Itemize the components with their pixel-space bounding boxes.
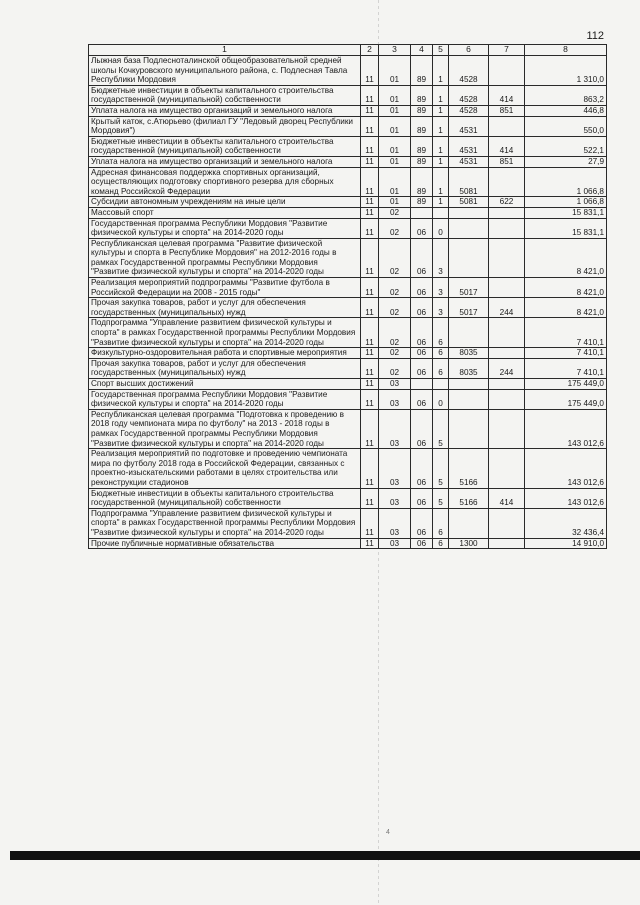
subprogram-code-cell: 6 [433, 358, 449, 378]
amount-cell: 1 066,8 [525, 167, 607, 197]
row-name-cell: Бюджетные инвестиции в объекты капитального строительства государственной (муниципальной) собственности [89, 85, 361, 105]
header-cell: 2 [361, 45, 379, 56]
section-code-cell: 11 [361, 389, 379, 409]
table-row [89, 508, 607, 538]
program-code-cell: 06 [411, 488, 433, 508]
table-row [89, 218, 607, 238]
subprogram-code-cell: 3 [433, 298, 449, 318]
expense-type-cell: 851 [489, 105, 525, 116]
program-code-cell: 06 [411, 348, 433, 359]
section-code-cell: 11 [361, 207, 379, 218]
subsection-code-cell: 01 [379, 85, 411, 105]
program-code-cell: 06 [411, 538, 433, 549]
direction-code-cell [449, 379, 489, 390]
direction-code-cell: 5017 [449, 278, 489, 298]
header-cell: 3 [379, 45, 411, 56]
program-code-cell: 06 [411, 278, 433, 298]
table-row [89, 389, 607, 409]
direction-code-cell: 8035 [449, 348, 489, 359]
amount-cell: 7 410,1 [525, 348, 607, 359]
scan-edge-bar [10, 851, 640, 860]
expense-type-cell [489, 238, 525, 277]
expense-type-cell [489, 409, 525, 448]
program-code-cell: 06 [411, 318, 433, 348]
amount-cell: 27,9 [525, 156, 607, 167]
header-cell: 4 [411, 45, 433, 56]
program-code-cell: 89 [411, 136, 433, 156]
subprogram-code-cell: 1 [433, 56, 449, 86]
program-code-cell: 89 [411, 167, 433, 197]
amount-cell: 7 410,1 [525, 358, 607, 378]
section-code-cell: 11 [361, 449, 379, 488]
expense-type-cell: 851 [489, 156, 525, 167]
subprogram-code-cell [433, 379, 449, 390]
direction-code-cell [449, 508, 489, 538]
amount-cell: 175 449,0 [525, 389, 607, 409]
direction-code-cell [449, 207, 489, 218]
expense-type-cell: 414 [489, 488, 525, 508]
subprogram-code-cell: 5 [433, 488, 449, 508]
row-name-cell: Подпрограмма "Управление развитием физической культуры и спорта" в рамках Государственной программы Республики Мордовия "Развитие физической культуры и спорта" на 2014-2020 годы [89, 318, 361, 348]
margin-mark: 4 [386, 829, 390, 836]
row-name-cell: Республиканская целевая программа "Подготовка к проведению в 2018 году чемпионата мира по футболу" на 2013 - 2018 годы в рамках Государственной программы Республики Мордовия "Развитие физической культуры и спорта" на 2014-2020 годы [89, 409, 361, 448]
section-code-cell: 11 [361, 298, 379, 318]
subprogram-code-cell: 3 [433, 278, 449, 298]
direction-code-cell: 4528 [449, 56, 489, 86]
amount-cell: 8 421,0 [525, 238, 607, 277]
subprogram-code-cell: 3 [433, 238, 449, 277]
subsection-code-cell: 02 [379, 358, 411, 378]
section-code-cell: 11 [361, 156, 379, 167]
program-code-cell: 06 [411, 238, 433, 277]
section-code-cell: 11 [361, 318, 379, 348]
program-code-cell: 06 [411, 508, 433, 538]
expense-type-cell [489, 116, 525, 136]
subprogram-code-cell: 5 [433, 449, 449, 488]
amount-cell: 7 410,1 [525, 318, 607, 348]
direction-code-cell [449, 238, 489, 277]
expense-type-cell [489, 508, 525, 538]
expense-type-cell [489, 167, 525, 197]
table-row [89, 105, 607, 116]
amount-cell: 446,8 [525, 105, 607, 116]
direction-code-cell: 4531 [449, 136, 489, 156]
amount-cell: 143 012,6 [525, 409, 607, 448]
table-row [89, 85, 607, 105]
section-code-cell: 11 [361, 105, 379, 116]
row-name-cell: Уплата налога на имущество организаций и земельного налога [89, 156, 361, 167]
row-name-cell: Бюджетные инвестиции в объекты капитального строительства государственной (муниципальной) собственности [89, 136, 361, 156]
amount-cell: 522,1 [525, 136, 607, 156]
budget-table [88, 44, 607, 549]
subsection-code-cell: 03 [379, 389, 411, 409]
expense-type-cell [489, 278, 525, 298]
subsection-code-cell: 01 [379, 56, 411, 86]
subprogram-code-cell: 6 [433, 318, 449, 348]
amount-cell: 15 831,1 [525, 207, 607, 218]
row-name-cell: Спорт высших достижений [89, 379, 361, 390]
subprogram-code-cell [433, 207, 449, 218]
direction-code-cell: 1300 [449, 538, 489, 549]
row-name-cell: Реализация мероприятий по подготовке и проведению чемпионата мира по футболу 2018 года в Российской Федерации, связанных с проектно-изыскательскими работами в целях строительства или реконструкции стадионов [89, 449, 361, 488]
subprogram-code-cell: 1 [433, 105, 449, 116]
subsection-code-cell: 01 [379, 116, 411, 136]
section-code-cell: 11 [361, 278, 379, 298]
section-code-cell: 11 [361, 379, 379, 390]
section-code-cell: 11 [361, 56, 379, 86]
table-row [89, 167, 607, 197]
table-row [89, 116, 607, 136]
program-code-cell: 89 [411, 116, 433, 136]
expense-type-cell: 414 [489, 85, 525, 105]
table-row [89, 379, 607, 390]
expense-type-cell [489, 348, 525, 359]
section-code-cell: 11 [361, 167, 379, 197]
row-name-cell: Крытый каток, с.Атюрьево (филиал ГУ "Ледовый дворец Республики Мордовия") [89, 116, 361, 136]
subsection-code-cell: 03 [379, 409, 411, 448]
subsection-code-cell: 03 [379, 449, 411, 488]
section-code-cell: 11 [361, 538, 379, 549]
amount-cell: 175 449,0 [525, 379, 607, 390]
program-code-cell: 89 [411, 197, 433, 208]
subprogram-code-cell: 1 [433, 167, 449, 197]
program-code-cell [411, 207, 433, 218]
direction-code-cell: 4531 [449, 156, 489, 167]
table-row [89, 488, 607, 508]
section-code-cell: 11 [361, 85, 379, 105]
section-code-cell: 11 [361, 358, 379, 378]
table-row [89, 449, 607, 488]
budget-sheet [88, 44, 606, 549]
header-cell: 5 [433, 45, 449, 56]
amount-cell: 1 310,0 [525, 56, 607, 86]
subsection-code-cell: 01 [379, 167, 411, 197]
row-name-cell: Прочая закупка товаров, работ и услуг для обеспечения государственных (муниципальных) нужд [89, 298, 361, 318]
subprogram-code-cell: 0 [433, 218, 449, 238]
section-code-cell: 11 [361, 197, 379, 208]
expense-type-cell: 244 [489, 298, 525, 318]
table-row [89, 298, 607, 318]
direction-code-cell: 4531 [449, 116, 489, 136]
direction-code-cell: 4528 [449, 85, 489, 105]
expense-type-cell: 622 [489, 197, 525, 208]
subsection-code-cell: 03 [379, 379, 411, 390]
table-header-row [89, 45, 607, 56]
amount-cell: 1 066,8 [525, 197, 607, 208]
subsection-code-cell: 01 [379, 197, 411, 208]
subsection-code-cell: 02 [379, 278, 411, 298]
program-code-cell: 89 [411, 156, 433, 167]
subsection-code-cell: 02 [379, 207, 411, 218]
direction-code-cell: 5166 [449, 449, 489, 488]
program-code-cell: 06 [411, 449, 433, 488]
section-code-cell: 11 [361, 409, 379, 448]
program-code-cell: 89 [411, 85, 433, 105]
expense-type-cell [489, 218, 525, 238]
program-code-cell: 06 [411, 409, 433, 448]
section-code-cell: 11 [361, 508, 379, 538]
subsection-code-cell: 01 [379, 136, 411, 156]
direction-code-cell: 8035 [449, 358, 489, 378]
row-name-cell: Государственная программа Республики Мордовия "Развитие физической культуры и спорта" на 2014-2020 годы [89, 389, 361, 409]
table-row [89, 318, 607, 348]
row-name-cell: Государственная программа Республики Мордовия "Развитие физической культуры и спорта" на 2014-2020 годы [89, 218, 361, 238]
direction-code-cell: 5166 [449, 488, 489, 508]
table-row [89, 136, 607, 156]
table-row [89, 278, 607, 298]
header-cell: 7 [489, 45, 525, 56]
amount-cell: 8 421,0 [525, 278, 607, 298]
row-name-cell: Уплата налога на имущество организаций и земельного налога [89, 105, 361, 116]
row-name-cell: Прочие публичные нормативные обязательства [89, 538, 361, 549]
table-row [89, 197, 607, 208]
program-code-cell: 89 [411, 56, 433, 86]
table-row [89, 358, 607, 378]
row-name-cell: Бюджетные инвестиции в объекты капитального строительства государственной (муниципальной) собственности [89, 488, 361, 508]
amount-cell: 14 910,0 [525, 538, 607, 549]
amount-cell: 8 421,0 [525, 298, 607, 318]
direction-code-cell [449, 409, 489, 448]
table-body [89, 45, 607, 549]
program-code-cell: 06 [411, 298, 433, 318]
amount-cell: 550,0 [525, 116, 607, 136]
amount-cell: 143 012,6 [525, 488, 607, 508]
expense-type-cell: 244 [489, 358, 525, 378]
subsection-code-cell: 02 [379, 348, 411, 359]
row-name-cell: Реализация мероприятий подпрограммы "Развитие футбола в Российской Федерации на 2008 - 2015 годы" [89, 278, 361, 298]
direction-code-cell: 5017 [449, 298, 489, 318]
subprogram-code-cell: 5 [433, 409, 449, 448]
table-row [89, 207, 607, 218]
expense-type-cell: 414 [489, 136, 525, 156]
row-name-cell: Физкультурно-оздоровительная работа и спортивные мероприятия [89, 348, 361, 359]
program-code-cell: 06 [411, 218, 433, 238]
subsection-code-cell: 03 [379, 488, 411, 508]
subprogram-code-cell: 6 [433, 508, 449, 538]
subsection-code-cell: 03 [379, 508, 411, 538]
header-cell: 8 [525, 45, 607, 56]
subprogram-code-cell: 1 [433, 136, 449, 156]
subprogram-code-cell: 1 [433, 197, 449, 208]
header-cell: 1 [89, 45, 361, 56]
program-code-cell: 06 [411, 389, 433, 409]
subprogram-code-cell: 6 [433, 348, 449, 359]
direction-code-cell: 5081 [449, 167, 489, 197]
expense-type-cell [489, 318, 525, 348]
subprogram-code-cell: 1 [433, 156, 449, 167]
subsection-code-cell: 02 [379, 298, 411, 318]
table-row [89, 538, 607, 549]
amount-cell: 863,2 [525, 85, 607, 105]
subsection-code-cell: 02 [379, 318, 411, 348]
program-code-cell: 06 [411, 358, 433, 378]
row-name-cell: Массовый спорт [89, 207, 361, 218]
expense-type-cell [489, 538, 525, 549]
direction-code-cell [449, 318, 489, 348]
table-row [89, 56, 607, 86]
expense-type-cell [489, 449, 525, 488]
subprogram-code-cell: 0 [433, 389, 449, 409]
amount-cell: 15 831,1 [525, 218, 607, 238]
amount-cell: 143 012,6 [525, 449, 607, 488]
page-number: 112 [586, 30, 604, 42]
section-code-cell: 11 [361, 116, 379, 136]
header-cell: 6 [449, 45, 489, 56]
section-code-cell: 11 [361, 488, 379, 508]
row-name-cell: Республиканская целевая программа "Развитие физической культуры и спорта в Республике Мордовия" на 2012-2016 годы в рамках Государственной программы Республики Мордовия "Развитие физической культуры и спорта" на 2014-2020 годы [89, 238, 361, 277]
table-row [89, 156, 607, 167]
subsection-code-cell: 01 [379, 156, 411, 167]
section-code-cell: 11 [361, 348, 379, 359]
table-row [89, 238, 607, 277]
program-code-cell: 89 [411, 105, 433, 116]
section-code-cell: 11 [361, 218, 379, 238]
table-row [89, 348, 607, 359]
expense-type-cell [489, 207, 525, 218]
section-code-cell: 11 [361, 136, 379, 156]
expense-type-cell [489, 379, 525, 390]
expense-type-cell [489, 389, 525, 409]
row-name-cell: Подпрограмма "Управление развитием физической культуры и спорта" в рамках Государственной программы Республики Мордовия "Развитие физической культуры и спорта" на 2014-2020 годы [89, 508, 361, 538]
row-name-cell: Адресная финансовая поддержка спортивных организаций, осуществляющих подготовку спортивного резерва для сборных команд Российской Федерации [89, 167, 361, 197]
row-name-cell: Субсидии автономным учреждениям на иные цели [89, 197, 361, 208]
direction-code-cell: 4528 [449, 105, 489, 116]
section-code-cell: 11 [361, 238, 379, 277]
expense-type-cell [489, 56, 525, 86]
subsection-code-cell: 02 [379, 238, 411, 277]
subsection-code-cell: 02 [379, 218, 411, 238]
subprogram-code-cell: 6 [433, 538, 449, 549]
subsection-code-cell: 01 [379, 105, 411, 116]
table-row [89, 409, 607, 448]
subsection-code-cell: 03 [379, 538, 411, 549]
direction-code-cell [449, 218, 489, 238]
direction-code-cell [449, 389, 489, 409]
program-code-cell [411, 379, 433, 390]
row-name-cell: Прочая закупка товаров, работ и услуг для обеспечения государственных (муниципальных) нужд [89, 358, 361, 378]
subprogram-code-cell: 1 [433, 85, 449, 105]
subprogram-code-cell: 1 [433, 116, 449, 136]
amount-cell: 32 436,4 [525, 508, 607, 538]
row-name-cell: Лыжная база Подлесноталинской общеобразовательной средней школы Кочкуровского муниципального района, с. Подлесная Тавла Республики Мордовия [89, 56, 361, 86]
direction-code-cell: 5081 [449, 197, 489, 208]
